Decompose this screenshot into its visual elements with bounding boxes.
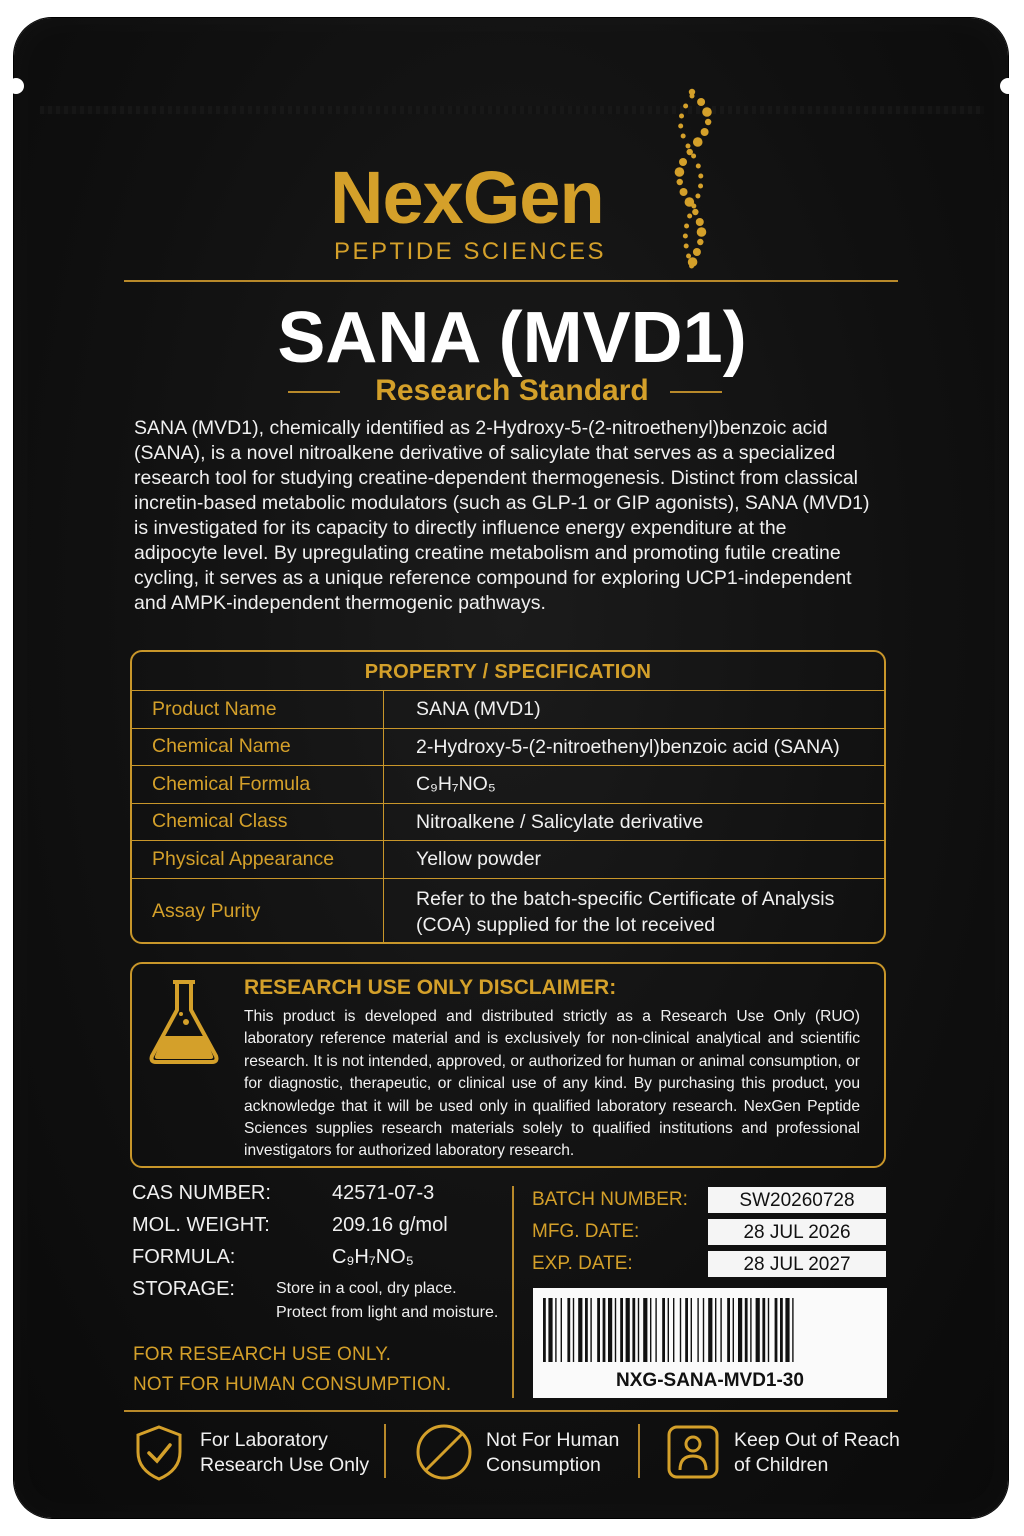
dna-dot (691, 204, 696, 209)
dna-dot (686, 254, 691, 259)
spec-row (132, 841, 884, 879)
barcode-bar (745, 1298, 748, 1362)
barcode-bar (655, 1298, 656, 1362)
dna-dot (695, 194, 700, 199)
mw-label: MOL. WEIGHT: (132, 1214, 270, 1236)
barcode-bar (638, 1298, 639, 1362)
dna-dot (698, 184, 703, 189)
barcode-bar (615, 1298, 616, 1362)
dna-dot (683, 104, 688, 109)
spec-value: Refer to the batch-specific Certificate of Analysis (COA) supplied for the lot received (416, 887, 835, 936)
barcode-code: NXG-SANA-MVD1-30 (616, 1370, 804, 1391)
spec-row (132, 879, 884, 945)
storage-label: STORAGE: (132, 1278, 235, 1300)
barcode-bar (555, 1298, 556, 1362)
barcode-bar (756, 1298, 760, 1362)
spec-table (130, 650, 886, 944)
spec-key: Product Name (132, 691, 384, 728)
exp-label: EXP. DATE: (532, 1253, 633, 1274)
spec-key: Chemical Class (132, 804, 384, 841)
barcode-bar (738, 1298, 742, 1362)
spec-row (132, 766, 884, 804)
top-seal (40, 106, 984, 114)
dna-dot (679, 114, 684, 119)
exp-value: 28 JUL 2027 (708, 1251, 886, 1277)
dna-dot (692, 209, 698, 215)
prohibited-icon (414, 1422, 474, 1482)
dna-dot (697, 239, 703, 245)
dna-dot (705, 119, 711, 125)
spec-key: Chemical Name (132, 729, 384, 766)
barcode-bar (727, 1298, 730, 1362)
footer-text-human-2: Consumption (486, 1454, 601, 1476)
header-divider (124, 280, 898, 282)
barcode-bar (733, 1298, 734, 1362)
formula-label: FORMULA: (132, 1246, 236, 1268)
spec-key: Assay Purity (132, 879, 384, 945)
barcode-bar (561, 1298, 562, 1362)
barcode-bar (573, 1298, 574, 1362)
barcode-bar (603, 1298, 606, 1362)
footer-text-lab-1: For Laboratory (200, 1429, 328, 1451)
tear-notch-right (1000, 78, 1016, 94)
dna-dot (681, 134, 686, 139)
dna-dot (684, 224, 689, 229)
footer-text-human-1: Not For Human (486, 1429, 620, 1451)
specs-block (132, 1182, 512, 1342)
barcode-bar (750, 1298, 751, 1362)
flask-icon (146, 976, 222, 1066)
footer-separator (638, 1424, 640, 1478)
barcode-bar (597, 1298, 600, 1362)
footer-separator (384, 1424, 386, 1478)
dna-dot (679, 158, 687, 166)
dna-helix-icon (656, 84, 726, 270)
shield-check-icon (134, 1424, 184, 1482)
barcode-bar (708, 1298, 712, 1362)
brand-name: NexGen (330, 156, 604, 239)
product-description: SANA (MVD1), chemically identified as 2-Hydroxy-5-(2-nitroethenyl)benzoic acid (SANA), is a novel nitroalkene derivative of salicylate that serves as a specialized research tool for studying creatine-dependent thermogenesis. Distinct from classical incretin-based metabolic modulators (such as GLP-1 or GIP agonists), SANA (MVD1) is investigated for its capacity to directly influence energy expenditure at the adipocyte level. By upregulating creatine metabolism and promoting futile creatine cycling, it serves as a unique reference compound for exploring UCP1-independent and AMPK-independent thermogenic pathways. (134, 417, 870, 614)
barcode-bar (585, 1298, 588, 1362)
spec-table-header: PROPERTY / SPECIFICATION (132, 652, 884, 691)
dna-dot (687, 214, 692, 219)
dna-dot (684, 244, 689, 249)
barcode-bar (792, 1298, 793, 1362)
spec-value: SANA (MVD1) (416, 698, 541, 721)
dna-dot (685, 144, 690, 149)
barcode-bar (608, 1298, 612, 1362)
ruo-notice-line1: FOR RESEARCH USE ONLY. (133, 1344, 392, 1365)
dna-dot (696, 164, 701, 169)
barcode-bar (673, 1298, 674, 1362)
storage-line1: Store in a cool, dry place. (276, 1280, 457, 1297)
spec-row (132, 804, 884, 842)
ruo-notice-line2: NOT FOR HUMAN CONSUMPTION. (133, 1374, 452, 1395)
footer-text-children-2: of Children (734, 1454, 829, 1476)
dna-dot (693, 248, 701, 256)
spec-value: C₉H₇NO₅ (416, 773, 496, 796)
cas-label: CAS NUMBER: (132, 1182, 271, 1204)
subtitle-rule-left (288, 391, 340, 393)
child-icon (666, 1424, 720, 1480)
barcode-bar (643, 1298, 647, 1362)
barcode-bar (697, 1298, 698, 1362)
batch-value: SW20260728 (708, 1187, 886, 1213)
barcode-bar (685, 1298, 688, 1362)
barcode-bar (543, 1298, 546, 1362)
formula-value: C₉H₇NO₅ (332, 1246, 414, 1268)
barcode-bar (691, 1298, 692, 1362)
spec-value: 2-Hydroxy-5-(2-nitroethenyl)benzoic acid (SANA) (416, 735, 840, 758)
disclaimer-box (130, 962, 886, 1168)
spec-key: Physical Appearance (132, 841, 384, 878)
barcode-bar (650, 1298, 651, 1362)
dna-dot (675, 167, 685, 177)
batch-label: BATCH NUMBER: (532, 1189, 688, 1210)
spec-row (132, 729, 884, 767)
barcode-bar (680, 1298, 681, 1362)
spec-value: Yellow powder (416, 848, 542, 871)
barcode-bar (715, 1298, 716, 1362)
footer-text-lab-2: Research Use Only (200, 1454, 370, 1476)
subtitle-rule-right (670, 391, 722, 393)
barcode-bars (543, 1298, 877, 1362)
barcode-bar (775, 1298, 778, 1362)
barcode-bar (620, 1298, 623, 1362)
disclaimer-body: This product is developed and distributed strictly as a Research Use Only (RUO) laboratory reference material and is exclusively for non-clinical analytical and scientific research. It is not intended, approved, or authorized for human or animal consumption, or for diagnostic, therapeutic, or clinical use of any kind. By purchasing this product, you acknowledge that it will be used only in qualified laboratory research. NexGen Peptide Sciences supplies research materials solely to qualified institutions and professional investigators for authorized laboratory research. (244, 1008, 860, 1160)
product-subtitle: Research Standard (375, 374, 649, 407)
barcode-bar (785, 1298, 789, 1362)
footer-text-children-1: Keep Out of Reach (734, 1429, 900, 1451)
barcode-bar (662, 1298, 665, 1362)
barcode-bar (703, 1298, 704, 1362)
barcode-bar (720, 1298, 721, 1362)
dna-dot (696, 218, 704, 226)
footer-divider (124, 1410, 898, 1412)
tear-notch-left (8, 78, 24, 94)
barcode-bar (768, 1298, 769, 1362)
barcode-bar (780, 1298, 783, 1362)
mw-value: 209.16 g/mol (332, 1214, 448, 1236)
dna-dot (683, 234, 688, 239)
barcode-bar (632, 1298, 635, 1362)
brand-subtitle: PEPTIDE SCIENCES (334, 238, 607, 265)
dna-dot (701, 128, 709, 136)
mfg-value: 28 JUL 2026 (708, 1219, 886, 1245)
barcode-bar (762, 1298, 765, 1362)
spec-value: Nitroalkene / Salicylate derivative (416, 810, 704, 833)
barcode-bar (578, 1298, 582, 1362)
dna-dot (689, 264, 694, 269)
dna-dot (690, 94, 695, 99)
dna-dot (698, 174, 703, 179)
storage-line2: Protect from light and moisture. (276, 1304, 499, 1321)
barcode-bar (590, 1298, 591, 1362)
dna-dot (697, 98, 705, 106)
spec-row (132, 691, 884, 729)
product-title: SANA (MVD1) (277, 298, 747, 378)
barcode-bar (668, 1298, 669, 1362)
dna-dot (697, 227, 707, 237)
dna-dot (680, 188, 688, 196)
dna-dot (693, 137, 703, 147)
barcode-bar (626, 1298, 630, 1362)
dna-dot (677, 179, 683, 185)
spec-key: Chemical Formula (132, 766, 384, 803)
barcode (533, 1288, 887, 1398)
cas-value: 42571-07-3 (332, 1182, 435, 1204)
column-divider (512, 1186, 514, 1398)
disclaimer-title: RESEARCH USE ONLY DISCLAIMER: (244, 976, 617, 999)
barcode-bar (567, 1298, 570, 1362)
dna-dot (702, 107, 712, 117)
barcode-bar (548, 1298, 552, 1362)
dna-dot (691, 154, 696, 159)
dna-dot (678, 124, 683, 129)
mfg-label: MFG. DATE: (532, 1221, 640, 1242)
